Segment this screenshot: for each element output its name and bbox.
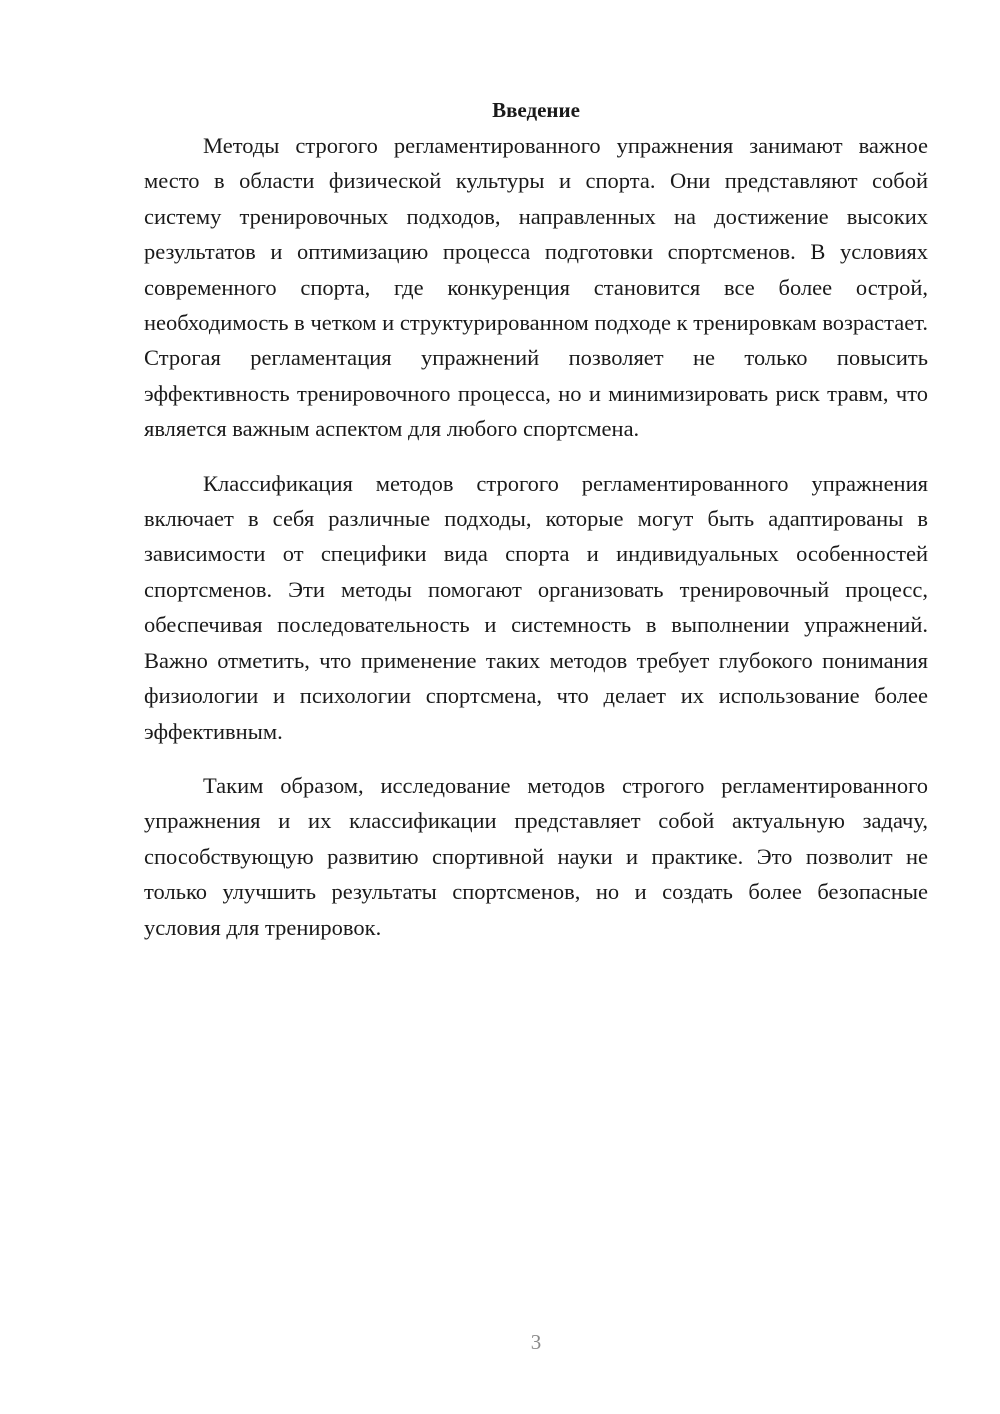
section-heading: Введение	[492, 98, 580, 122]
page-number: 3	[530, 1330, 542, 1354]
paragraph-classification: Классификация методов строгого регламентированного упражнения включает в себя различные подходы, которые могут быть адаптированы в зависимости от специфики вида спорта и индивидуальных особенностей спортсменов. Эти методы помогают организовать тренировочный процесс, обеспечивая последовательность и системность в выполнении упражнений. Важно отметить, что применение таких методов требует глубокого понимания физиологии и психологии спортсмена, что делает их использование более эффективным.	[144, 470, 928, 744]
page-content	[144, 92, 928, 964]
paragraph-intro: Методы строгого регламентированного упражнения занимают важное место в области физической культуры и спорта. Они представляют собой систему тренировочных подходов, направленных на достижение высоких результатов и оптимизацию процесса подготовки спортсменов. В условиях современного спорта, где конкуренция становится все более острой, необходимость в четком и структурированном подходе к тренировкам возрастает. Строгая регламентация упражнений позволяет не только повысить эффективность тренировочного процесса, но и минимизировать риск травм, что является важным аспектом для любого спортсмена.	[144, 133, 928, 442]
paragraph-conclusion: Таким образом, исследование методов строгого регламентированного упражнения и их классификации представляет собой актуальную задачу, способствующую развитию спортивной науки и практике. Это позволит не только улучшить результаты спортсменов, но и создать более безопасные условия для тренировок.	[144, 772, 928, 940]
